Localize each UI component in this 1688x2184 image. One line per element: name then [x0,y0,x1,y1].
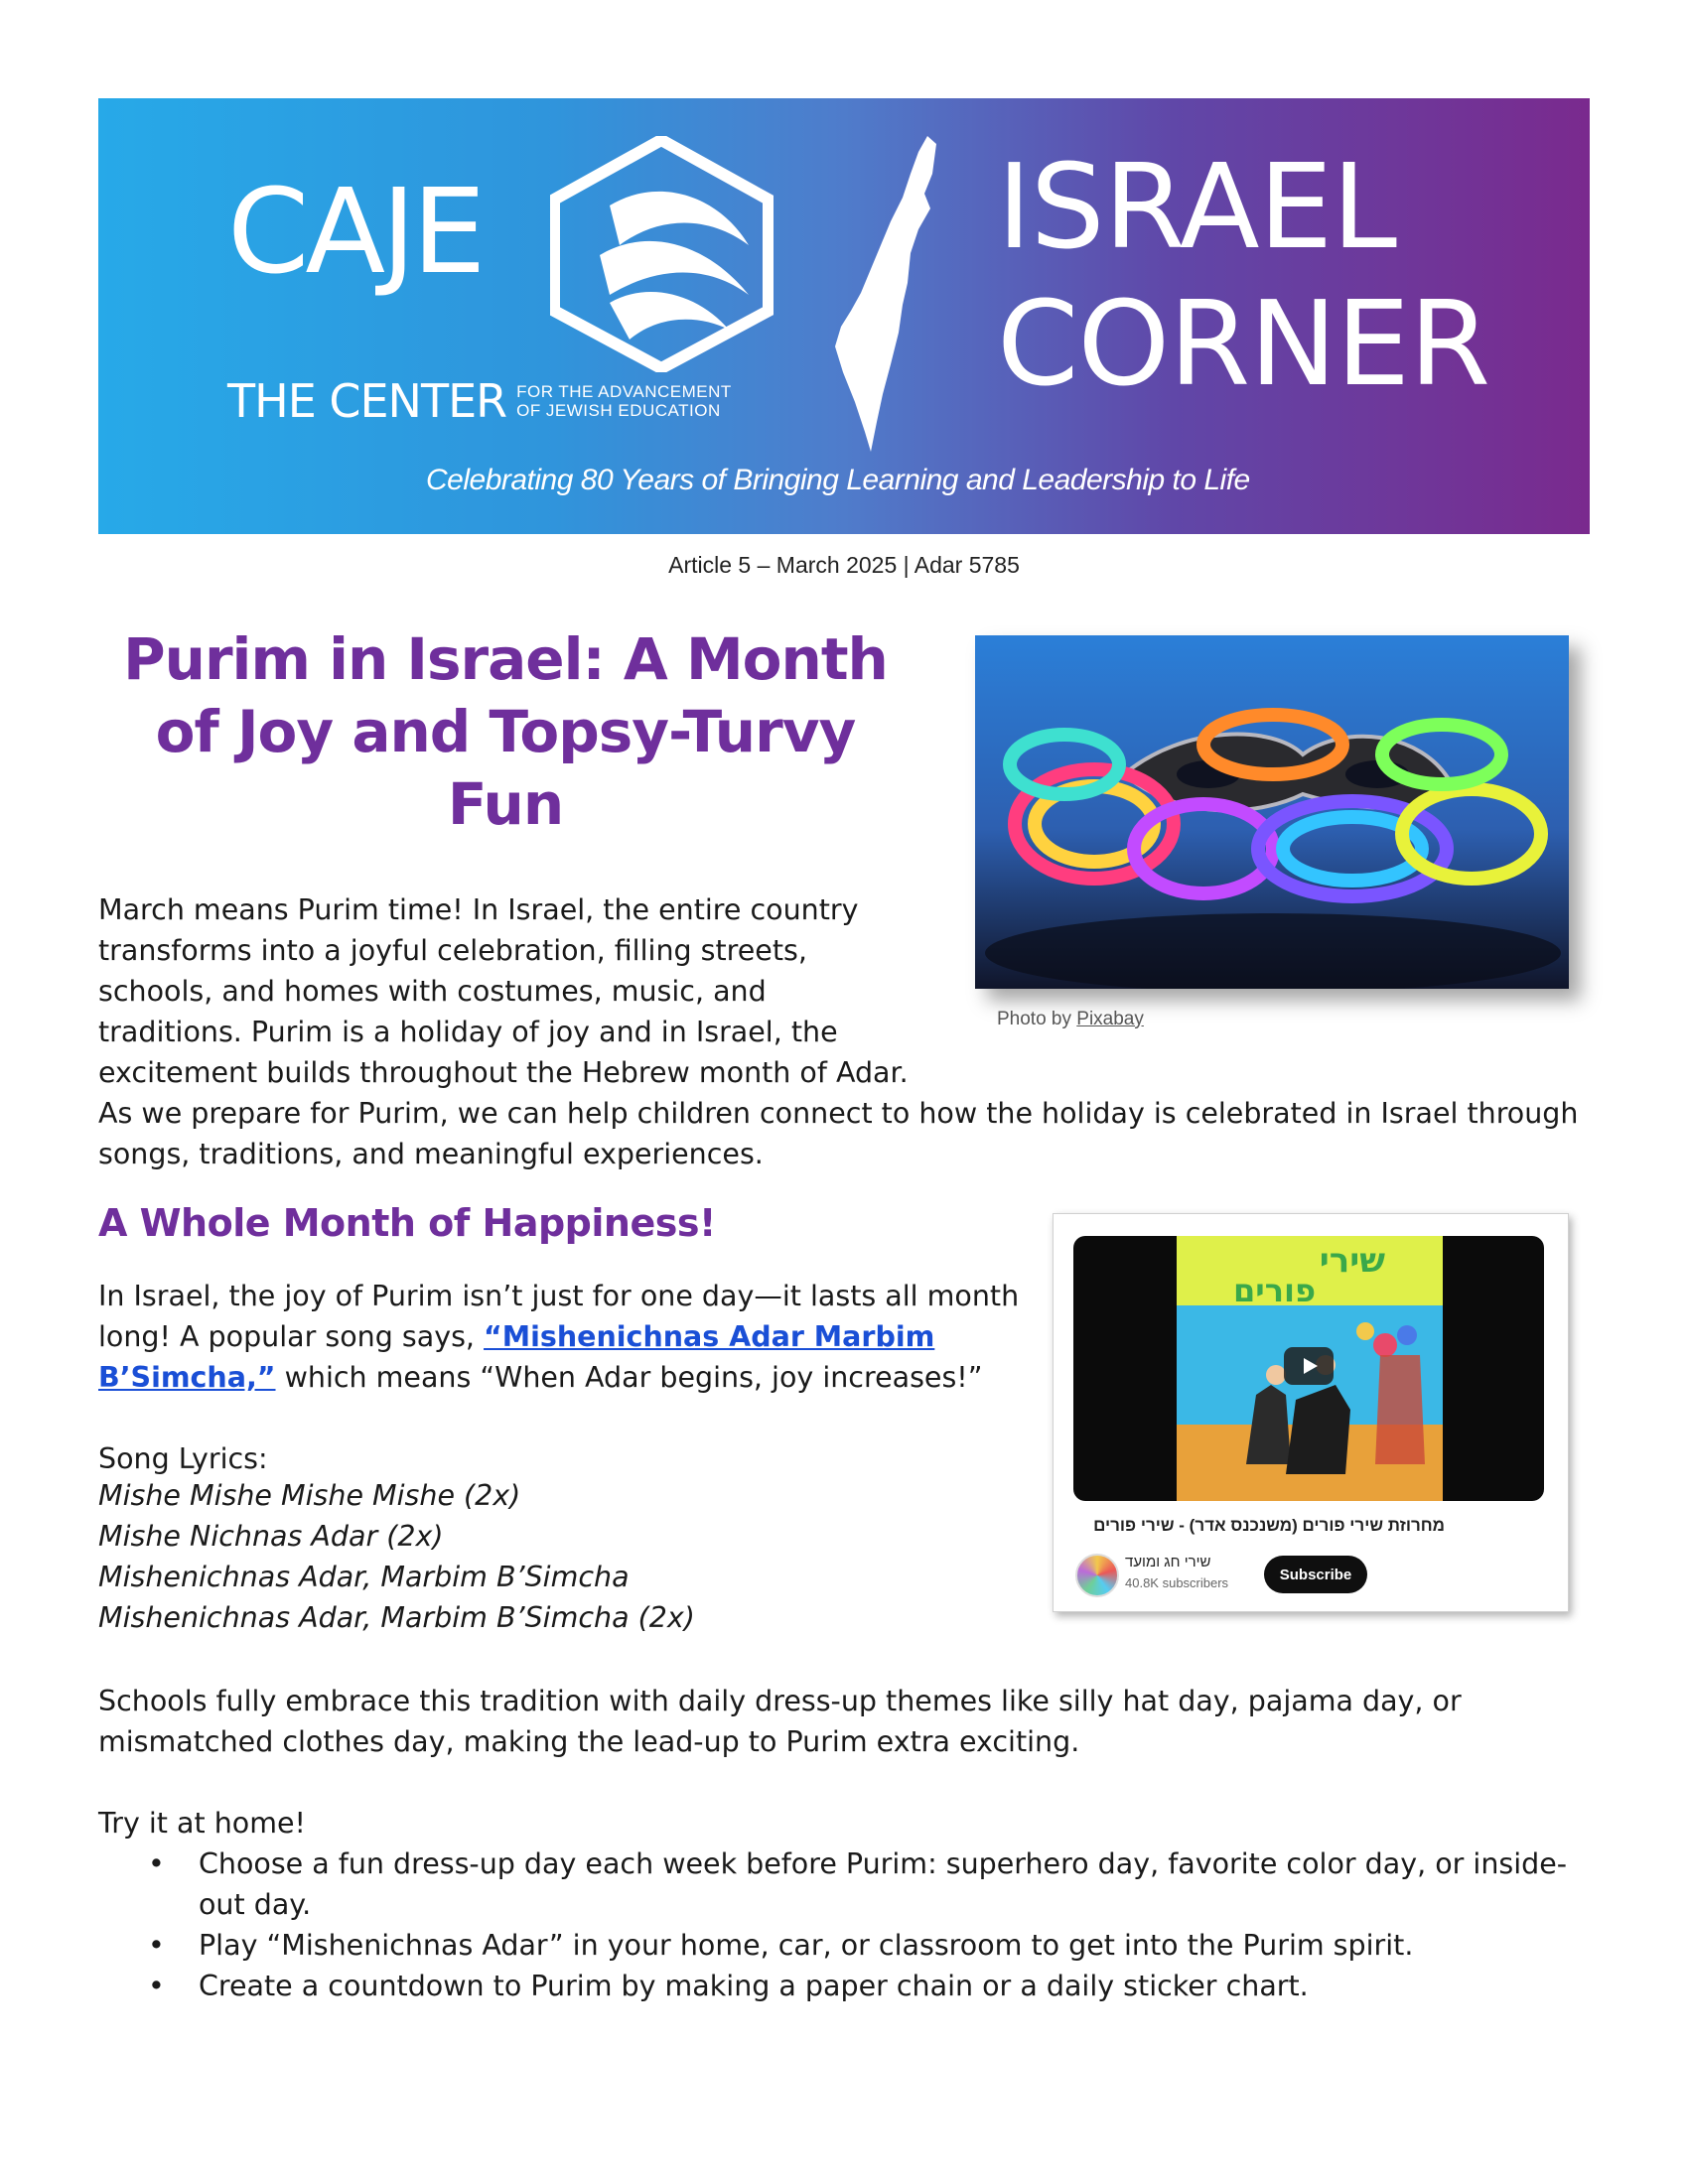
paragraph-text-end: which means “When Adar begins, joy increases!” [284,1361,983,1394]
list-item: • Create a countdown to Purim by making a paper chain or a daily sticker chart. [98,1966,1588,2006]
purim-mask-photo [975,635,1569,989]
schools-paragraph: Schools fully embrace this tradition with daily dress-up themes like silly hat day, pajama day, or mismatched clothes day, making the lead-up to Purim extra exciting. [98,1685,1462,1758]
the-center-label: THE CENTER [227,374,507,428]
play-button[interactable] [1284,1347,1334,1385]
lyric-line: Mishe Mishe Mishe Mishe (2x) [98,1479,521,1512]
caje-wordmark: CAJE [227,163,483,300]
center-sub-line-1: FOR THE ADVANCEMENT [516,382,732,401]
tips-list [98,1843,1588,2006]
video-title[interactable]: מחרוזת שירי פורים (משנכנס אדר) - שירי פורים [1093,1516,1445,1535]
photo-credit-prefix: Photo by [997,1009,1071,1029]
page-title: Purim in Israel: A Month of Joy and Topsy-Turvy Fun [123,625,888,838]
header-banner [98,98,1590,534]
lyric-line: Mishenichnas Adar, Marbim B’Simcha [98,1561,630,1593]
subscribe-button[interactable]: Subscribe [1264,1556,1367,1593]
thumb-title-2: פורים [1233,1272,1316,1309]
subscriber-count: 40.8K subscribers [1125,1575,1229,1590]
channel-avatar[interactable] [1075,1554,1119,1597]
lyrics-label: Song Lyrics: [98,1442,268,1475]
israel-corner-title [997,138,1489,412]
center-line [227,374,732,428]
israel-map-icon [833,134,952,454]
youtube-video-embed[interactable] [1053,1213,1569,1612]
channel-name[interactable]: שירי חג ומועד [1125,1554,1211,1570]
israel-title-line-1: ISRAEL [997,138,1396,275]
photo-credit [997,1009,1144,1030]
israel-title-line-2: CORNER [997,275,1490,412]
whole-month-paragraph [98,1276,1052,1398]
try-at-home-label: Try it at home! [98,1807,306,1840]
list-item: • Play “Mishenichnas Adar” in your home, car, or classroom to get into the Purim spirit. [98,1925,1588,1966]
intro-paragraph: March means Purim time! In Israel, the entire country transforms into a joyful celebration, filling streets, schools, and homes with costumes, music, and traditions. Purim is a holiday of joy and in Israel, the excitement builds throughout the Hebrew month of Adar. [98,893,909,1089]
intro-paragraph-continued: As we prepare for Purim, we can help children connect to how the holiday is celebrated in Israel through songs, traditions, and meaningful experiences. [98,1097,1579,1170]
article-info: Article 5 – March 2025 | Adar 5785 [668,552,1020,578]
video-player[interactable] [1073,1236,1544,1501]
thumb-title-1: שירי [1319,1241,1385,1281]
song-link[interactable]: “Mishenichnas Adar Marbim B’Simcha,” [98,1320,935,1394]
caje-hexagon-logo [550,136,774,372]
center-subtitle [516,382,732,420]
paragraph-text-start: In Israel, the joy of Purim isn’t just for one day—it lasts all month long! A popular song says, [98,1280,1020,1353]
center-sub-line-2: OF JEWISH EDUCATION [516,401,721,420]
pixabay-link[interactable]: Pixabay [1076,1009,1144,1029]
lyric-line: Mishe Nichnas Adar (2x) [98,1520,444,1553]
banner-tagline: Celebrating 80 Years of Bringing Learning and Leadership to Life [426,464,1250,496]
lyric-line: Mishenichnas Adar, Marbim B’Simcha (2x) [98,1601,695,1634]
list-item: • Choose a fun dress-up day each week before Purim: superhero day, favorite color day, or inside-out day. [98,1843,1588,1925]
section-heading: A Whole Month of Happiness! [98,1201,716,1245]
